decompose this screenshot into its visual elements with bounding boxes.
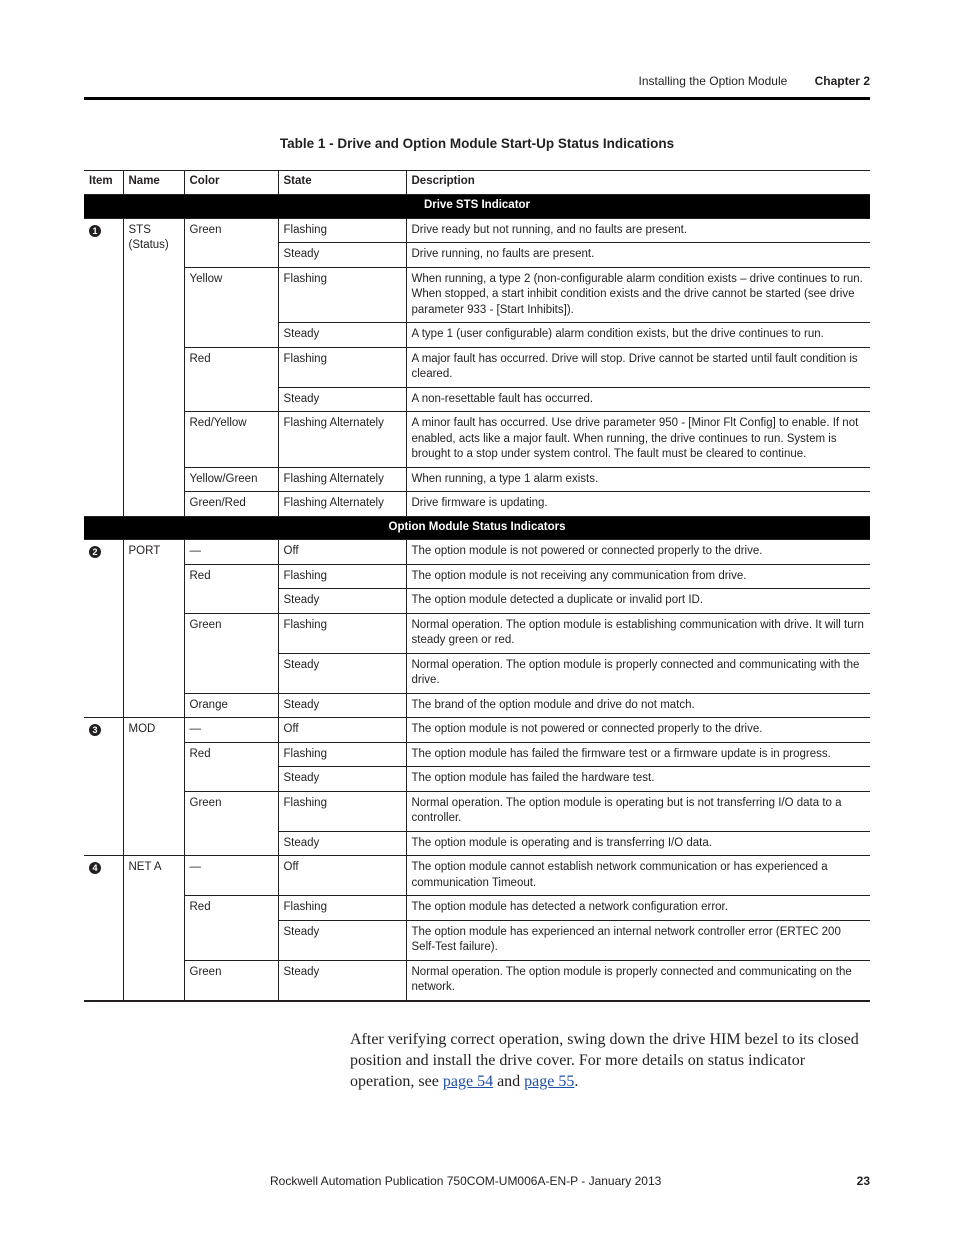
column-header-state: State <box>278 171 406 195</box>
indicator-description: The option module has failed the hardware test. <box>406 767 870 792</box>
table-row <box>84 742 870 767</box>
indicator-description: The brand of the option module and drive do not match. <box>406 693 870 718</box>
indicator-state: Steady <box>278 693 406 718</box>
footer-publication: Rockwell Automation Publication 750COM-UM006A-EN-P - January 2013 <box>270 1174 662 1188</box>
indicator-color: Yellow/Green <box>184 467 278 492</box>
indicator-description: A major fault has occurred. Drive will stop. Drive cannot be started until fault condition is cleared. <box>406 347 870 387</box>
page-footer <box>84 1174 870 1192</box>
indicator-state: Flashing <box>278 742 406 767</box>
indicator-name: NET A <box>123 856 184 1001</box>
table-row <box>84 218 870 243</box>
page-54-link[interactable]: page 54 <box>442 1073 494 1090</box>
indicator-color: — <box>184 540 278 565</box>
indicator-color: Green/Red <box>184 492 278 517</box>
indicator-state: Steady <box>278 323 406 348</box>
indicator-state: Flashing <box>278 791 406 831</box>
section-header-row <box>84 516 870 540</box>
indicator-state: Flashing <box>278 218 406 243</box>
item-cell <box>84 218 123 516</box>
indicator-description: Normal operation. The option module is operating but is not transferring I/O data to a controller. <box>406 791 870 831</box>
indicator-state: Steady <box>278 589 406 614</box>
item-cell <box>84 540 123 718</box>
indicator-color: Green <box>184 791 278 856</box>
item-number-badge: 4 <box>89 862 101 874</box>
indicator-state: Off <box>278 718 406 743</box>
indicator-name: PORT <box>123 540 184 718</box>
indicator-color: Red/Yellow <box>184 412 278 468</box>
indicator-state: Steady <box>278 960 406 1001</box>
table-row <box>84 693 870 718</box>
indicator-color: Yellow <box>184 267 278 347</box>
header-section-title: Installing the Option Module <box>638 74 788 88</box>
indicator-description: Drive running, no faults are present. <box>406 243 870 268</box>
indicator-description: A non-resettable fault has occurred. <box>406 387 870 412</box>
page-55-link[interactable]: page 55 <box>524 1073 575 1090</box>
indicator-state: Flashing <box>278 347 406 387</box>
item-cell <box>84 718 123 856</box>
indicator-description: Normal operation. The option module is properly connected and communicating on the network. <box>406 960 870 1001</box>
indicator-state: Flashing <box>278 896 406 921</box>
indicator-color: Green <box>184 960 278 1001</box>
body-text-after: . <box>574 1073 579 1090</box>
body-text-before: After verifying correct operation, swing down the drive HIM bezel to its closed position and install the drive cover. For more details on status indicator operation, see <box>350 1031 859 1090</box>
indicator-state: Flashing <box>278 564 406 589</box>
indicator-description: When running, a type 1 alarm exists. <box>406 467 870 492</box>
indicator-state: Steady <box>278 653 406 693</box>
table-row <box>84 791 870 831</box>
indicator-state: Steady <box>278 243 406 268</box>
status-table <box>84 170 870 1002</box>
item-number-badge: 3 <box>89 724 101 736</box>
indicator-state: Steady <box>278 767 406 792</box>
indicator-state: Flashing <box>278 267 406 323</box>
indicator-color: — <box>184 856 278 896</box>
body-paragraph <box>350 1029 870 1092</box>
indicator-description: The option module cannot establish network communication or has experienced a communication Timeout. <box>406 856 870 896</box>
indicator-color: Red <box>184 564 278 613</box>
indicator-color: Red <box>184 347 278 412</box>
table-row <box>84 412 870 468</box>
indicator-description: A type 1 (user configurable) alarm condition exists, but the drive continues to run. <box>406 323 870 348</box>
table-row <box>84 492 870 517</box>
header-chapter-label: Chapter 2 <box>814 74 870 88</box>
page-header <box>84 74 870 92</box>
column-header-description: Description <box>406 171 870 195</box>
indicator-description: The option module is not powered or connected properly to the drive. <box>406 718 870 743</box>
item-cell <box>84 856 123 1001</box>
table-body <box>84 195 870 1001</box>
page-number: 23 <box>856 1174 870 1188</box>
column-header-name: Name <box>123 171 184 195</box>
indicator-color: Red <box>184 896 278 961</box>
indicator-state: Flashing <box>278 613 406 653</box>
column-header-color: Color <box>184 171 278 195</box>
indicator-name: STS (Status) <box>123 218 184 516</box>
indicator-description: Normal operation. The option module is establishing communication with drive. It will turn steady green or red. <box>406 613 870 653</box>
indicator-description: The option module is operating and is transferring I/O data. <box>406 831 870 856</box>
indicator-description: The option module has detected a network configuration error. <box>406 896 870 921</box>
indicator-state: Flashing Alternately <box>278 467 406 492</box>
indicator-color: Green <box>184 613 278 693</box>
indicator-state: Steady <box>278 831 406 856</box>
indicator-description: Drive firmware is updating. <box>406 492 870 517</box>
table-header-row <box>84 171 870 195</box>
indicator-description: Normal operation. The option module is properly connected and communicating with the drive. <box>406 653 870 693</box>
indicator-state: Steady <box>278 387 406 412</box>
section-header-row <box>84 195 870 219</box>
indicator-description: The option module is not powered or connected properly to the drive. <box>406 540 870 565</box>
table-row <box>84 896 870 921</box>
table-row <box>84 347 870 387</box>
table-row <box>84 540 870 565</box>
indicator-description: A minor fault has occurred. Use drive parameter 950 - [Minor Flt Config] to enable. If not enabled, acts like a major fault. When running, the drive continues to run. System is brought to a stop under system control. The fault must be cleared to continue. <box>406 412 870 468</box>
section-title: Drive STS Indicator <box>84 195 870 219</box>
table-row <box>84 718 870 743</box>
indicator-description: The option module is not receiving any communication from drive. <box>406 564 870 589</box>
indicator-color: Red <box>184 742 278 791</box>
indicator-color: Green <box>184 218 278 267</box>
indicator-state: Flashing Alternately <box>278 412 406 468</box>
table-row <box>84 960 870 1001</box>
indicator-description: When running, a type 2 (non-configurable alarm condition exists – drive continues to run. When stopped, a start inhibit condition exists and the drive cannot be started (see drive parameter 933 - [Start Inhibits]). <box>406 267 870 323</box>
item-number-badge: 1 <box>89 225 101 237</box>
table-caption: Table 1 - Drive and Option Module Start-Up Status Indications <box>279 136 675 151</box>
header-rule <box>84 97 870 100</box>
indicator-description: Drive ready but not running, and no faults are present. <box>406 218 870 243</box>
indicator-color: Orange <box>184 693 278 718</box>
table-row <box>84 564 870 589</box>
indicator-description: The option module has experienced an internal network controller error (ERTEC 200 Self-Test failure). <box>406 920 870 960</box>
indicator-state: Off <box>278 856 406 896</box>
indicator-description: The option module detected a duplicate or invalid port ID. <box>406 589 870 614</box>
table-row <box>84 856 870 896</box>
body-text-mid: and <box>493 1073 525 1090</box>
indicator-name: MOD <box>123 718 184 856</box>
indicator-description: The option module has failed the firmware test or a firmware update is in progress. <box>406 742 870 767</box>
column-header-item: Item <box>84 171 123 195</box>
indicator-state: Steady <box>278 920 406 960</box>
indicator-state: Off <box>278 540 406 565</box>
item-number-badge: 2 <box>89 546 101 558</box>
table-row <box>84 467 870 492</box>
section-title: Option Module Status Indicators <box>84 516 870 540</box>
indicator-color: — <box>184 718 278 743</box>
indicator-state: Flashing Alternately <box>278 492 406 517</box>
table-row <box>84 267 870 323</box>
table-row <box>84 613 870 653</box>
